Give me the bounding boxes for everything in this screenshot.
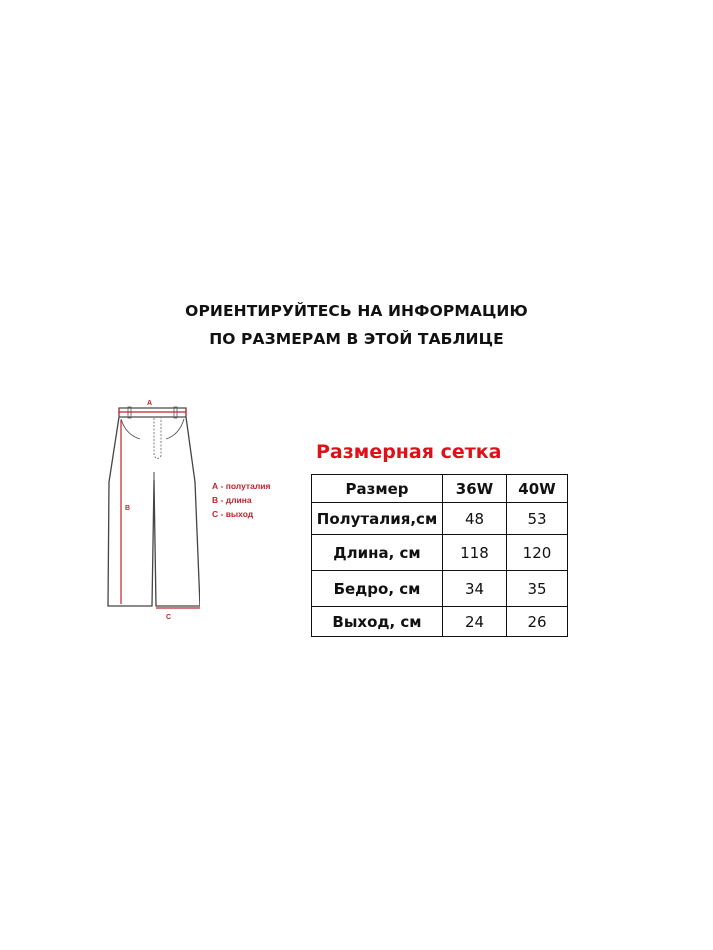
table-header-row [312,475,568,503]
measure-b-label: B [125,505,131,512]
legend-item-a: А - полуталия [212,481,271,491]
table-cell: 53 [507,503,568,535]
row-label: Длина, см [312,535,443,571]
table-cell: 118 [443,535,507,571]
size-table [311,474,568,637]
row-label: Бедро, см [312,571,443,607]
heading-line-2: ПО РАЗМЕРАМ В ЭТОЙ ТАБЛИЦЕ [209,330,504,348]
fly-seam [154,418,161,459]
measurement-legend [212,479,270,521]
table-row [312,535,568,571]
table-row [312,503,568,535]
pants-diagram [100,392,200,624]
left-pocket [121,419,140,439]
right-pocket [166,419,184,439]
page-heading [0,297,713,353]
table-cell: 34 [443,571,507,607]
table-cell: 48 [443,503,507,535]
measure-c-label: C [166,614,172,621]
table-header-cell: 40W [507,475,568,503]
heading-line-1: ОРИЕНТИРУЙТЕСЬ НА ИНФОРМАЦИЮ [185,302,528,320]
table-cell: 24 [443,607,507,637]
table-cell: 26 [507,607,568,637]
table-cell: 120 [507,535,568,571]
table-cell: 35 [507,571,568,607]
legend-item-c: С - выход [212,509,254,519]
measure-a-label: A [147,400,153,407]
table-header-cell: 36W [443,475,507,503]
row-label: Выход, см [312,607,443,637]
pants-outline [108,417,200,606]
table-header-cell: Размер [312,475,443,503]
size-table-title: Размерная сетка [316,441,502,463]
table-row [312,571,568,607]
row-label: Полуталия,см [312,503,443,535]
table-row [312,607,568,637]
legend-item-b: В - длина [212,495,252,505]
